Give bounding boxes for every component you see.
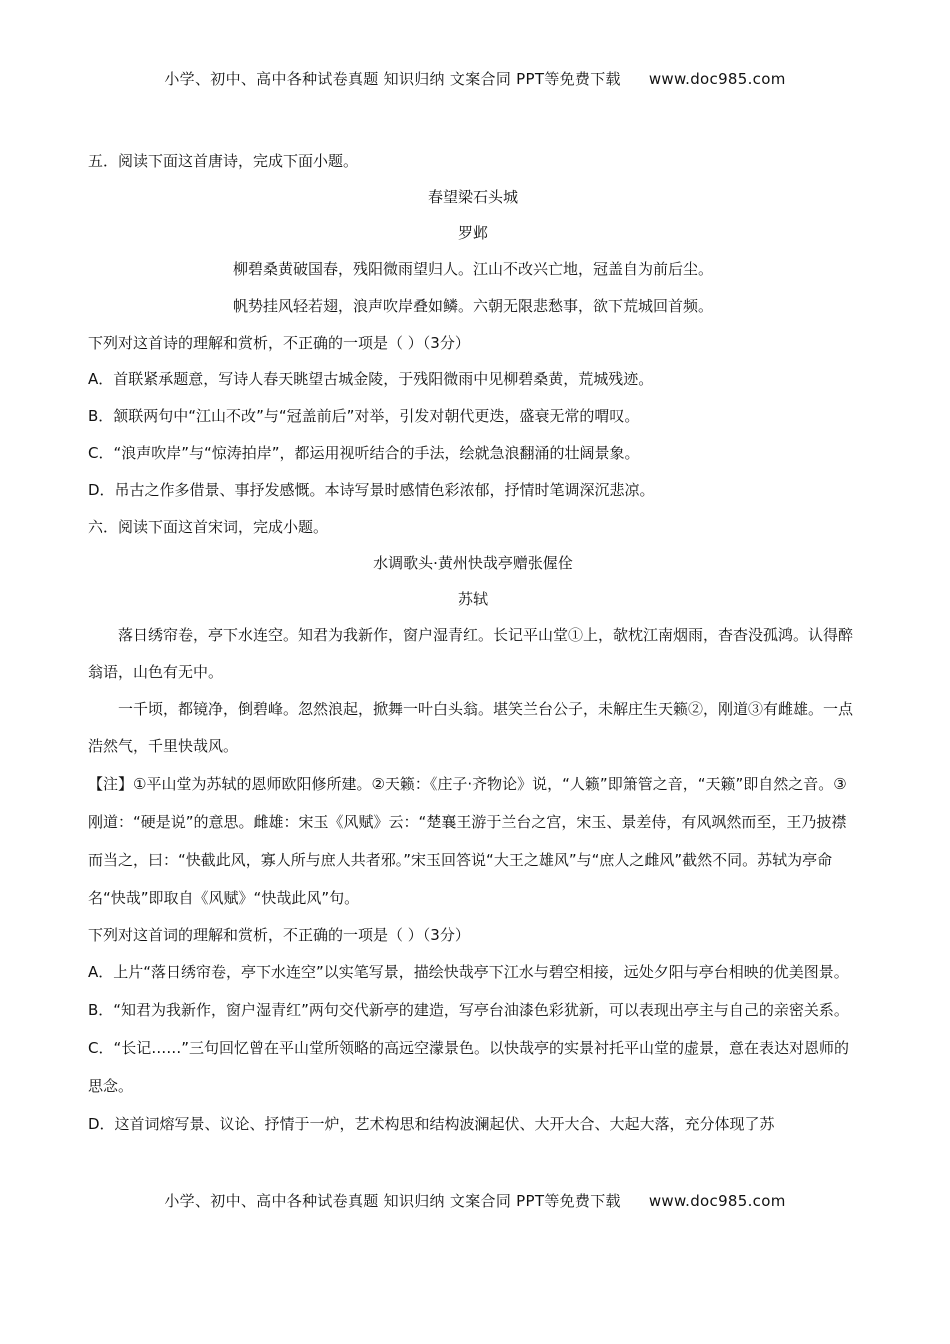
poem-title: 春望梁石头城 — [427, 188, 518, 206]
option-b: B．颔联两句中“江山不改”与“冠盖前后”对举，引发对朝代更迭，盛衰无常的喟叹。 — [88, 407, 640, 425]
poem-line: 柳碧桑黄破国春，残阳微雨望归人。江山不改兴亡地，冠盖自为前后尘。 — [232, 260, 713, 278]
document-body — [88, 143, 858, 1143]
section5-heading: 五．阅读下面这首唐诗，完成下面小题。 — [88, 152, 359, 170]
footer-url[interactable]: www.doc985.com — [648, 1192, 786, 1210]
header-url[interactable]: www.doc985.com — [648, 70, 786, 88]
page-header — [0, 68, 950, 89]
ci-title: 水调歌头·黄州快哉亭赠张偓佺 — [373, 554, 573, 572]
poem-author: 罗邺 — [457, 224, 488, 242]
option-c: C．“浪声吹岸”与“惊涛拍岸”，都运用视听结合的手法，绘就急浪翻涌的壮阔景象。 — [88, 444, 640, 462]
section6-heading: 六．阅读下面这首宋词，完成小题。 — [88, 518, 329, 536]
option-b: B．“知君为我新作，窗户湿青红”两句交代新亭的建造，写亭台油漆色彩犹新，可以表现出亭主与自己的亲密关系。 — [88, 1001, 849, 1019]
option-d: D．这首词熔写景、议论、抒情于一炉，艺术构思和结构波澜起伏、大开大合、大起大落，充分体现了苏 — [88, 1115, 775, 1133]
option-a: A．首联紧承题意，写诗人春天眺望古城金陵，于残阳微雨中见柳碧桑黄，荒城残迹。 — [88, 370, 654, 388]
ci-paragraph: 落日绣帘卷，亭下水连空。知君为我新作，窗户湿青红。长记平山堂①上，欹枕江南烟雨，杳杳没孤鸿。认得醉翁语，山色有无中。 — [88, 626, 854, 681]
ci-paragraph: 一千顷，都镜净，倒碧峰。忽然浪起，掀舞一叶白头翁。堪笑兰台公子，未解庄生天籁②，刚道③有雌雄。一点浩然气，千里快哉风。 — [88, 700, 854, 755]
ci-author: 苏轼 — [457, 590, 488, 608]
footer-text: 小学、初中、高中各种试卷真题 知识归纳 文案合同 PPT等免费下载 — [164, 1192, 621, 1210]
question-6: 下列对这首词的理解和赏析，不正确的一项是（ ）（3分） — [88, 926, 470, 944]
option-a: A．上片“落日绣帘卷，亭下水连空”以实笔写景，描绘快哉亭下江水与碧空相接，远处夕阳与亭台相映的优美图景。 — [88, 963, 849, 981]
header-text: 小学、初中、高中各种试卷真题 知识归纳 文案合同 PPT等免费下载 — [164, 70, 621, 88]
option-d: D．吊古之作多借景、事抒发感慨。本诗写景时感情色彩浓郁，抒情时笔调深沉悲凉。 — [88, 481, 655, 499]
page-footer — [0, 1190, 950, 1211]
question-5: 下列对这首诗的理解和赏析，不正确的一项是（ ）（3分） — [88, 334, 470, 352]
annotation-note: 【注】①平山堂为苏轼的恩师欧阳修所建。②天籁：《庄子·齐物论》说，“人籁”即箫管之音，“天籁”即自然之音。③刚道：“硬是说”的意思。雌雄：宋玉《风赋》云：“楚襄王游于兰台之宫，宋玉、景差侍，有风飒然而至，王乃披襟而当之，曰：“快截此风，寡人所与庶人共者邪。”宋玉回答说“大王之雄风”与“庶人之雌风”截然不同。苏轼为亭命名“快哉”即取自《风赋》“快哉此风”句。 — [88, 775, 847, 907]
poem-line: 帆势挂风轻若翅，浪声吹岸叠如鳞。六朝无限悲愁事，欲下荒城回首频。 — [232, 297, 713, 315]
option-c: C．“长记……”三句回忆曾在平山堂所领略的高远空濛景色。以快哉亭的实景衬托平山堂的虚景，意在表达对恩师的思念。 — [88, 1039, 850, 1095]
